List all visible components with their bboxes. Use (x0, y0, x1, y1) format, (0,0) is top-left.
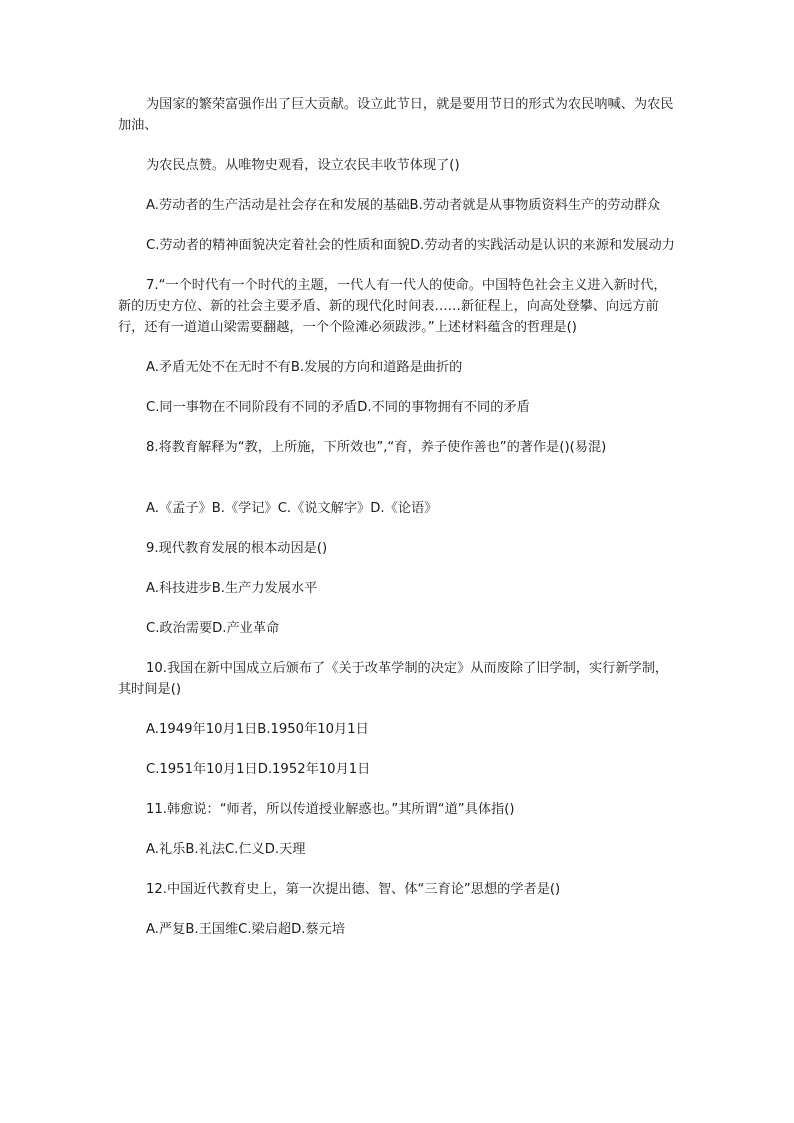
paragraph-q6-options-ab: A.劳动者的生产活动是社会存在和发展的基础B.劳动者就是从事物质资料生产的劳动群众 (146, 198, 661, 213)
paragraph-q8-stem: 8.将教育解释为“教，上所施，下所效也”,“育，养子使作善也”的著作是()(易混) (146, 440, 607, 455)
paragraph-q10-stem: 10.我国在新中国成立后颁布了《关于改革学制的决定》从而废除了旧学制，实行新学制，其时间是() (118, 661, 669, 697)
paragraph-q11-stem: 11.韩愈说：“师者，所以传道授业解惑也。”其所谓“道”具体指() (146, 802, 515, 817)
paragraph-q11-options: A.礼乐B.礼法C.仁义D.天理 (146, 842, 306, 857)
document-body (118, 94, 678, 940)
paragraph-intro-continued: 为国家的繁荣富强作出了巨大贡献。设立此节日，就是要用节日的形式为农民呐喊、为农民加油、 (118, 97, 674, 133)
paragraph-q10-options-ab: A.1949年10月1日B.1950年10月1日 (146, 722, 369, 737)
paragraph-q6-stem: 为农民点赞。从唯物史观看，设立农民丰收节体现了() (146, 158, 460, 173)
paragraph-q7-options-cd: C.同一事物在不同阶段有不同的矛盾D.不同的事物拥有不同的矛盾 (146, 400, 530, 415)
paragraph-q12-stem: 12.中国近代教育史上，第一次提出德、智、体“三育论”思想的学者是() (146, 882, 561, 897)
paragraph-q6-options-cd: C.劳动者的精神面貌决定着社会的性质和面貌D.劳动者的实践活动是认识的来源和发展动力 (146, 238, 675, 253)
paragraph-q7-stem: 7.“一个时代有一个时代的主题，一代人有一代人的使命。中国特色社会主义进入新时代，新的历史方位、新的社会主要矛盾、新的现代化时间表……新征程上，向高处登攀、向远方前行，还有一道道山梁需要翻越，一个个险滩必须跋涉。”上述材料蕴含的哲理是() (118, 278, 667, 335)
paragraph-q7-options-ab: A.矛盾无处不在无时不有B.发展的方向和道路是曲折的 (146, 360, 463, 375)
paragraph-q12-options: A.严复B.王国维C.梁启超D.蔡元培 (146, 922, 346, 937)
paragraph-q10-options-cd: C.1951年10月1日D.1952年10月1日 (146, 762, 371, 777)
paragraph-q8-options: A.《孟子》B.《学记》C.《说文解字》D.《论语》 (146, 501, 438, 516)
paragraph-q9-options-cd: C.政治需要D.产业革命 (146, 621, 280, 636)
paragraph-q9-stem: 9.现代教育发展的根本动因是() (146, 541, 328, 556)
paragraph-q9-options-ab: A.科技进步B.生产力发展水平 (146, 581, 318, 596)
